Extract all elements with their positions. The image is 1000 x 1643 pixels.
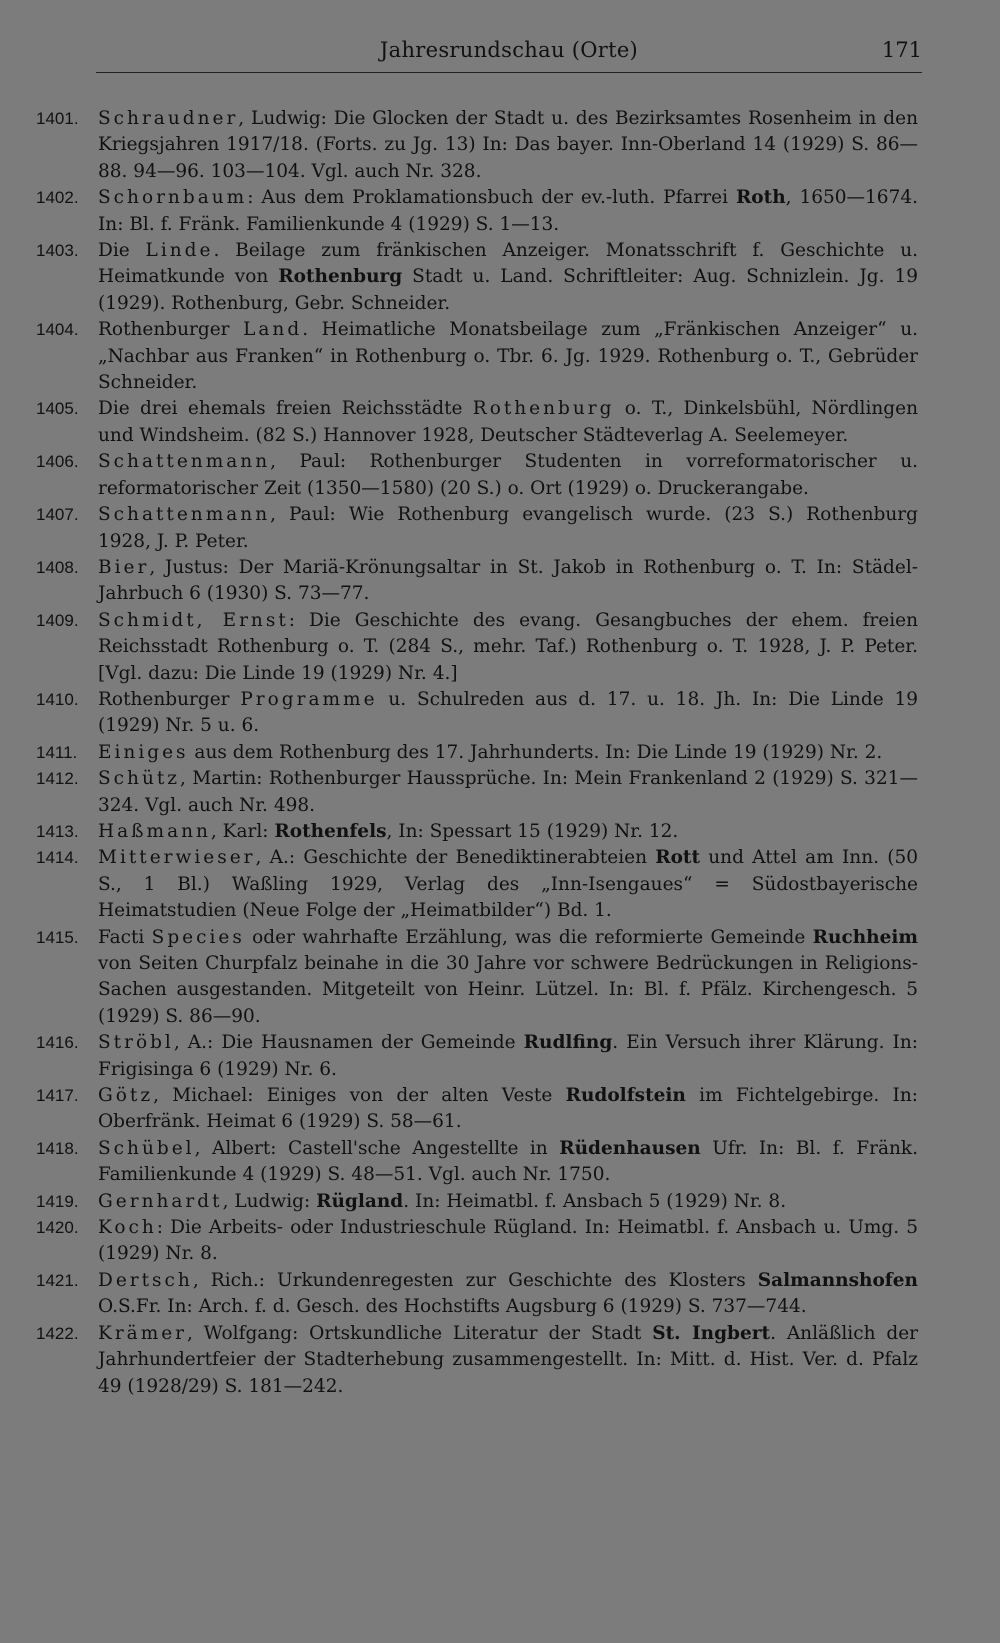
bibliography-list: [36, 106, 918, 1400]
entry-text: Rothenburger: [98, 688, 241, 710]
entry-text: , Paul: Wie Rothenburg evangelisch wurde. (23 S.) Rothenburg 1928, J. P. Peter.: [98, 504, 918, 552]
entry-number: 1417.: [36, 1086, 79, 1106]
entry-spaced-text: Götz: [98, 1085, 154, 1107]
entry-text: Die drei ehemals freien Reichsstädte: [98, 398, 473, 420]
entry-spaced-text: Einiges: [98, 741, 189, 763]
entry-number: 1407.: [36, 505, 79, 525]
entry-number: 1408.: [36, 557, 79, 577]
header-rule: [96, 72, 922, 73]
entry-place-name: Rüdenhausen: [559, 1137, 701, 1159]
entry-text: , Paul: Rothenburger Studenten in vorreformatorischer u. reformatorischer Zeit (1350—1580) (20 S.) o. Ort (1929) o. Druckerangabe.: [98, 451, 918, 499]
bibliography-entry: [36, 1321, 918, 1400]
entry-text: , A.: Die Hausnamen der Gemeinde: [173, 1032, 524, 1054]
bibliography-entry: [36, 819, 918, 845]
entry-text: . Heimatliche Monatsbeilage zum „Fränkischen Anzeiger“ u. „Nachbar aus Franken“ in Rothenburg o. Tbr. 6. Jg. 1929. Rothenburg o. T., Gebrüder Schneider.: [98, 319, 918, 394]
entry-place-name: Rudlfing: [523, 1032, 613, 1054]
entry-text: Ufr. In: Bl. f. Fränk. Familienkunde 4 (1929) S. 48—51. Vgl. auch Nr. 1750.: [98, 1137, 918, 1186]
entry-spaced-text: Land: [243, 319, 303, 341]
entry-number: 1402.: [36, 188, 79, 208]
entry-number: 1401.: [36, 109, 79, 128]
bibliography-entry: [36, 1268, 918, 1321]
entry-text: . Ein Versuch ihrer Klärung. In: Frigisinga 6 (1929) Nr. 6.: [98, 1032, 919, 1080]
entry-spaced-text: Schütz: [98, 768, 181, 790]
entry-spaced-text: Gernhardt: [98, 1190, 223, 1212]
entry-place-name: Rudolfstein: [565, 1085, 686, 1107]
entry-text: Die: [98, 240, 146, 262]
entry-text: , Albert: Castell'sche Angestellte in: [194, 1137, 560, 1159]
entry-text: , Martin: Rothenburger Haussprüche. In: Mein Frankenland 2 (1929) S. 321—324. Vgl. auch Nr. 498.: [98, 768, 918, 816]
entry-text: von Seiten Churpfalz beinahe in die 30 Jahre vor schwere Bedrückungen in Religions-Sachen ausgestanden. Mitgeteilt von Heinr. Lützel. In: Bl. f. Pfälz. Kirchengesch. 5 (1929) S. 86—90.: [98, 953, 918, 1027]
entry-spaced-text: Schattenmann: [98, 451, 271, 473]
entry-text: : Aus dem Proklamationsbuch der ev.-luth. Pfarrei: [247, 187, 736, 209]
entry-text: , Michael: Einiges von der alten Veste: [153, 1085, 566, 1107]
entry-spaced-text: Schmidt, Ernst: [98, 609, 289, 631]
entry-number: 1403.: [36, 241, 79, 261]
bibliography-entry: [36, 1030, 918, 1083]
entry-number: 1422.: [36, 1323, 79, 1343]
entry-text: u. Schulreden aus d. 17. u. 18. Jh. In: Die Linde 19 (1929) Nr. 5 u. 6.: [98, 688, 918, 737]
entry-text: im Fichtelgebirge. In: Oberfränk. Heimat 6 (1929) S. 58—61.: [98, 1085, 919, 1133]
bibliography-entry: [36, 106, 918, 185]
entry-text: . Anläßlich der Jahrhundertfeier der Stadterhebung zusammengestellt. In: Mitt. d. Hist. Ver. d. Pfalz 49 (1928/29) S. 181—242.: [98, 1322, 919, 1397]
entry-spaced-text: Haßmann: [98, 820, 211, 842]
entry-spaced-text: Schübel: [98, 1137, 195, 1159]
entry-number: 1416.: [36, 1033, 79, 1053]
entry-number: 1409.: [36, 610, 79, 630]
bibliography-entry: [36, 238, 918, 317]
bibliography-entry: [36, 1083, 918, 1136]
entry-number: 1411.: [36, 742, 78, 762]
entry-number: 1406.: [36, 452, 79, 472]
entry-text: o. T., Dinkelsbühl, Nördlingen und Windsheim. (82 S.) Hannover 1928, Deutscher Städteverlag A. Seelemeyer.: [98, 398, 918, 446]
entry-text: : Die Arbeits- oder Industrieschule Rügland. In: Heimatbl. f. Ansbach u. Umg. 5 (1929) Nr. 8.: [98, 1217, 918, 1265]
entry-text: Rothenburger: [98, 319, 244, 341]
entry-number: 1421.: [36, 1270, 79, 1290]
entry-text: O.S.Fr. In: Arch. f. d. Gesch. des Hochstifts Augsburg 6 (1929) S. 737—744.: [98, 1296, 807, 1318]
entry-text: , Karl:: [210, 820, 275, 842]
entry-text: , Ludwig: Die Glocken der Stadt u. des Bezirksamtes Rosenheim in den Kriegsjahren 1917/18. (Forts. zu Jg. 13) In: Das bayer. Inn-Oberland 14 (1929) S. 86—88. 94—96. 103—104. Vgl. auch Nr. 328.: [98, 108, 918, 182]
entry-text: , Wolfgang: Ortskundliche Literatur der Stadt: [187, 1322, 653, 1344]
entry-spaced-text: Krämer: [98, 1322, 188, 1344]
entry-text: Facti: [98, 926, 152, 948]
entry-text: , 1650—1674. In: Bl. f. Fränk. Familienkunde 4 (1929) S. 1—13.: [98, 187, 918, 235]
entry-number: 1420.: [36, 1218, 79, 1238]
entry-text: , In: Spessart 15 (1929) Nr. 12.: [386, 820, 679, 842]
entry-spaced-text: Rothenburg: [472, 398, 615, 420]
bibliography-entry: [36, 766, 918, 819]
bibliography-entry: [36, 608, 918, 687]
entry-text: . In: Heimatbl. f. Ansbach 5 (1929) Nr. 8.: [403, 1190, 787, 1212]
entry-spaced-text: Mitterwieser: [98, 847, 256, 869]
entry-text: , Ludwig:: [222, 1190, 317, 1212]
entry-place-name: Rügland: [316, 1190, 404, 1212]
bibliography-entry: [36, 1215, 918, 1268]
entry-number: 1410.: [36, 689, 79, 709]
entry-place-name: Rothenburg: [278, 266, 403, 288]
entry-number: 1405.: [36, 399, 79, 419]
bibliography-entry: [36, 1136, 918, 1189]
entry-text: und Attel am Inn. (50 S., 1 Bl.) Waßling 1929, Verlag des „Inn-Isengaues“ = Südostbayerische Heimatstudien (Neue Folge der „Heimatbilder“) Bd. 1.: [98, 847, 918, 922]
bibliography-entry: [36, 317, 918, 396]
entry-text: , A.: Geschichte der Benediktinerabteien: [255, 847, 656, 869]
entry-text: aus dem Rothenburg des 17. Jahrhunderts. In: Die Linde 19 (1929) Nr. 2.: [188, 741, 883, 763]
bibliography-entry: [36, 845, 918, 924]
entry-number: 1419.: [36, 1191, 79, 1211]
entry-place-name: Roth: [735, 187, 786, 209]
entry-place-name: Ruchheim: [812, 926, 918, 948]
entry-number: 1413.: [36, 821, 79, 841]
entry-spaced-text: Schraudner: [98, 108, 239, 129]
entry-place-name: Salmannshofen: [757, 1269, 918, 1291]
bibliography-entry: [36, 1189, 918, 1215]
entry-number: 1414.: [36, 848, 79, 868]
bibliography-entry: [36, 687, 918, 740]
bibliography-entry: [36, 502, 918, 555]
entry-spaced-text: Ströbl: [98, 1032, 174, 1054]
bibliography-entry: [36, 396, 918, 449]
entry-text: oder wahrhafte Erzählung, was die reformierte Gemeinde: [244, 926, 813, 948]
entry-number: 1412.: [36, 769, 79, 789]
bibliography-entry: [36, 185, 918, 238]
entry-spaced-text: Dertsch: [98, 1269, 193, 1291]
entry-number: 1418.: [36, 1138, 79, 1158]
entry-spaced-text: Bier: [98, 556, 150, 578]
entry-text: . Beilage zum fränkischen Anzeiger. Monatsschrift f. Geschichte u. Heimatkunde von: [98, 240, 918, 288]
bibliography-entry: [36, 740, 918, 766]
entry-spaced-text: Species: [151, 926, 245, 948]
entry-spaced-text: Programme: [240, 688, 378, 710]
bibliography-entry: [36, 555, 918, 608]
entry-spaced-text: Schornbaum: [98, 187, 248, 209]
bibliography-entry: [36, 925, 918, 1031]
entry-spaced-text: Linde: [145, 240, 214, 262]
entry-text: , Justus: Der Mariä-Krönungsaltar in St. Jakob in Rothenburg o. T. In: Städel-Jahrbuch 6 (1930) S. 73—77.: [98, 556, 918, 605]
entry-text: Stadt u. Land. Schriftleiter: Aug. Schnizlein. Jg. 19 (1929). Rothenburg, Gebr. Schneider.: [98, 266, 918, 314]
entry-number: 1404.: [36, 320, 79, 340]
entry-spaced-text: Schattenmann: [98, 504, 271, 526]
page-number: 171: [881, 38, 922, 62]
entry-text: : Die Geschichte des evang. Gesangbuches der ehem. freien Reichsstadt Rothenburg o. T. (284 S., mehr. Taf.) Rothenburg o. T. 1928, J. P. Peter. [Vgl. dazu: Die Linde 19 (1929) Nr. 4.]: [98, 609, 919, 684]
bibliography-entry: [36, 449, 918, 502]
page-header: [96, 38, 922, 72]
entry-place-name: St. Ingbert: [652, 1322, 771, 1344]
entry-place-name: Rothenfels: [274, 820, 387, 842]
entry-number: 1415.: [36, 927, 79, 947]
entry-place-name: Rott: [655, 847, 701, 869]
running-head-title: Jahresrundschau (Orte): [379, 38, 639, 62]
entry-spaced-text: Koch: [98, 1217, 157, 1239]
entry-text: , Rich.: Urkundenregesten zur Geschichte des Klosters: [192, 1269, 758, 1291]
